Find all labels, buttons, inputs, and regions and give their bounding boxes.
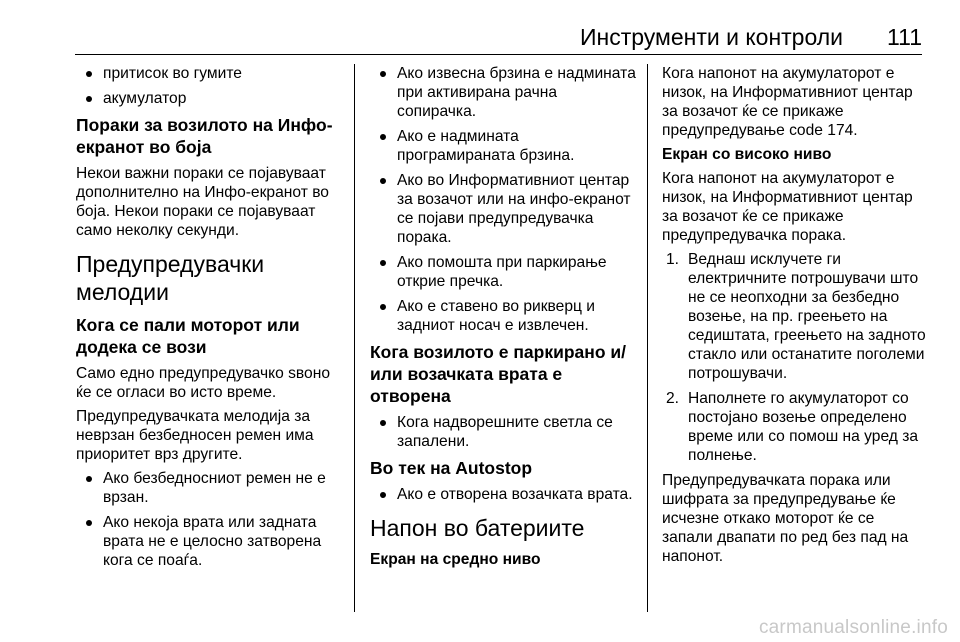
paragraph: Некои важни пораки се појавуваат дополнително на Инфо-екранот во боја. Некои пораки се појавуваат само неколку секунди. xyxy=(76,165,329,239)
column-divider-left xyxy=(354,64,355,612)
subheading-medium-display: Екран на средно ниво xyxy=(370,551,541,568)
numbered-list xyxy=(662,250,928,465)
heading-parked: Кога возилото е паркирано и/или возачката врата е отворена xyxy=(370,342,626,406)
step-number: 2. xyxy=(666,390,680,407)
subheading-high-display: Екран со високо ниво xyxy=(662,146,832,163)
list-item: Ако во Информативниот центар за возачот или на инфо-екранот се појави предупредувачка порака. xyxy=(370,171,638,247)
heading-warning-chimes: Предупредувачки мелодии xyxy=(76,251,265,305)
watermark: carmanualsonline.info xyxy=(758,617,948,638)
list-item: притисок во гумите xyxy=(76,64,346,83)
column-1 xyxy=(76,64,346,576)
list-item: Ако е надмината програмираната брзина. xyxy=(370,127,638,165)
list-item: Ако е отворена возачката врата. xyxy=(370,485,638,504)
heading-engine-start: Кога се пали моторот или додека се вози xyxy=(76,315,300,357)
list-item xyxy=(662,250,928,383)
bullet-list xyxy=(370,485,638,504)
paragraph: Предупредувачката порака или шифрата за предупредување ќе исчезне откако моторот ќе се запали двапати по ред без пад на напонот. xyxy=(662,472,909,565)
list-item: Ако помошта при паркирање открие пречка. xyxy=(370,253,638,291)
bullet-list xyxy=(76,469,346,570)
step-number: 1. xyxy=(666,251,680,268)
list-item: Ако е ставено во рикверц и задниот носач е извлечен. xyxy=(370,297,638,335)
paragraph: Само едно предупредувачко ѕвоно ќе се огласи во исто време. xyxy=(76,365,330,401)
paragraph: Кога напонот на акумулаторот е низок, на Информативниот центар за возачот ќе се прикаже предупредување code 174. xyxy=(662,65,913,139)
heading-autostop: Во тек на Autostop xyxy=(370,458,533,478)
column-divider-right xyxy=(647,64,648,612)
heading-battery-voltage: Напон во батериите xyxy=(370,515,585,541)
list-item xyxy=(662,389,928,465)
page-number: 111 xyxy=(887,24,922,50)
list-item: акумулатор xyxy=(76,89,346,108)
list-item: Ако извесна брзина е надминатa при активирана рачна сопирачка. xyxy=(370,64,638,121)
bullet-list xyxy=(370,64,638,335)
section-title: Инструменти и контроли xyxy=(579,24,844,50)
bullet-list xyxy=(76,64,346,108)
step-text: Веднаш исклучете ги електричните потрошувачи што не се неопходни за безбедно возење, на пр. греењето на седиштата, греењето на задното стакло или останатите поголеми потрошувачи. xyxy=(688,251,926,382)
paragraph: Кога напонот на акумулаторот е низок, на Информативниот центар за возачот ќе се прикаже предупредувачка порака. xyxy=(662,170,913,244)
column-3 xyxy=(662,64,928,571)
page-header xyxy=(75,24,922,55)
bullet-list xyxy=(370,413,638,451)
list-item: Ако некоја врата или задната врата не е целосно затворена кога се поаѓа. xyxy=(76,513,346,570)
step-text: Наполнете го акумулаторот со постојано возење определено време или со помош на уред за полнење. xyxy=(688,390,919,464)
paragraph: Предупредувачката мелодија за неврзан безбедносен ремен има приоритет врз другите. xyxy=(76,408,314,463)
heading-color-display-messages: Пораки за возилото на Инфо-екранот во боја xyxy=(76,115,333,157)
list-item: Кога надворешните светла се запалени. xyxy=(370,413,638,451)
list-item: Ако безбедносниот ремен не е врзан. xyxy=(76,469,346,507)
column-2 xyxy=(370,64,638,574)
